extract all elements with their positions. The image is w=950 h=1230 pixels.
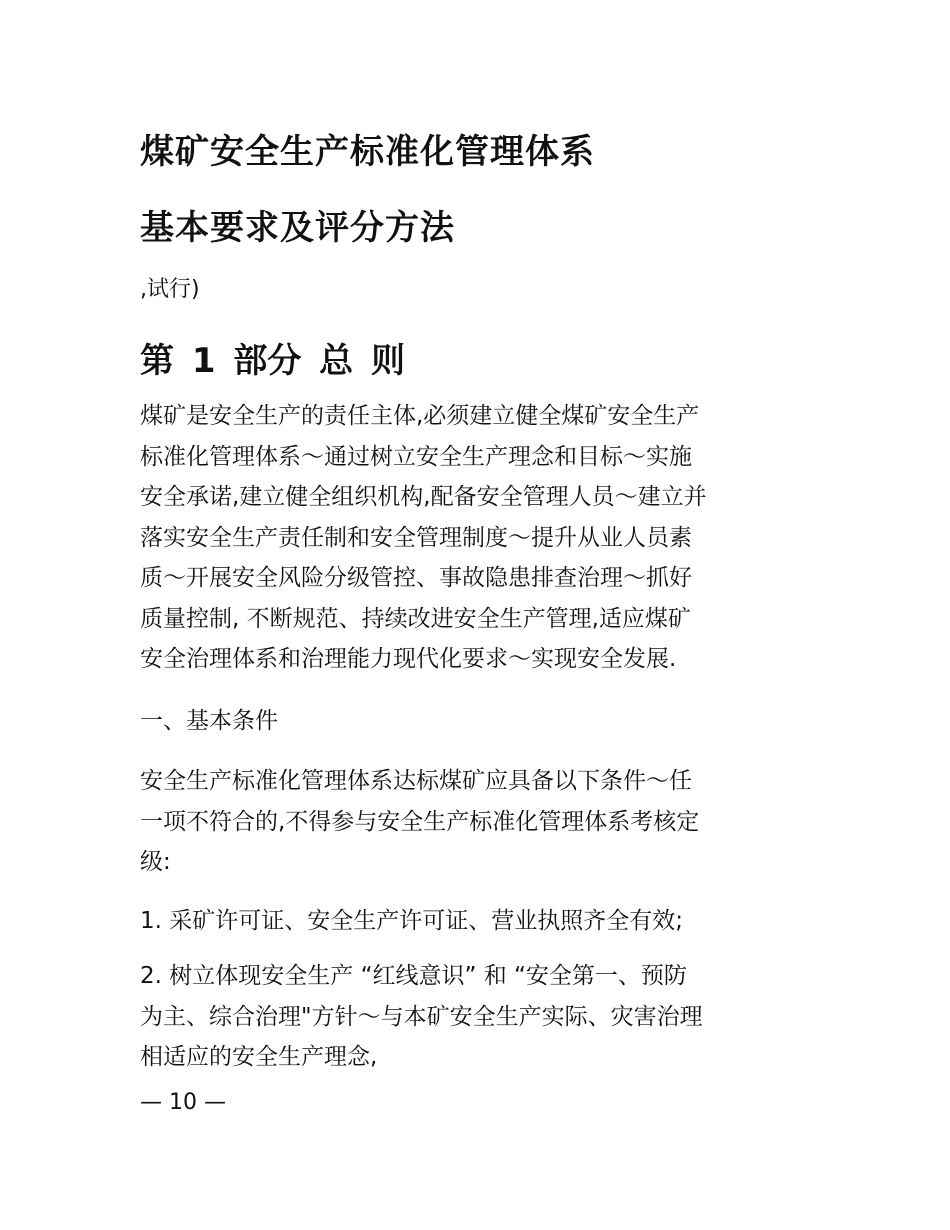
item2-line: 相适应的安全生产理念, (140, 1044, 378, 1070)
section-heading: 一、基本条件 (140, 708, 278, 734)
intro-line: 安全治理体系和治理能力现代化要求～实现安全发展. (140, 646, 677, 672)
item2-line: 2. 树立体现安全生产 “红线意识” 和 “安全第一、预防 (140, 963, 687, 989)
intro-paragraph (140, 396, 820, 680)
intro-line: 质量控制, 不断规范、持续改进安全生产管理,适应煤矿 (140, 605, 691, 632)
conditions-line: 安全生产标准化管理体系达标煤矿应具备以下条件～任 (140, 768, 692, 794)
intro-line: 落实安全生产责任制和安全管理制度～提升从业人员素 (140, 524, 692, 551)
conditions-line: 一项不符合的,不得参与安全生产标准化管理体系考核定 (140, 808, 700, 835)
intro-line: 安全承诺,建立健全组织机构,配备安全管理人员～建立并 (140, 484, 707, 510)
conditions-line: 级: (140, 849, 171, 875)
condition-item-1: 1. 采矿许可证、安全生产许可证、营业执照齐全有效; (140, 908, 684, 934)
trial-note: ,试行) (140, 277, 200, 302)
intro-line: 质～开展安全风险分级管控、事故隐患排查治理～抓好 (140, 565, 692, 591)
part-heading: 第 1 部分 总 则 (140, 341, 406, 381)
page-number: — 10 — (140, 1090, 226, 1115)
conditions-paragraph (140, 761, 820, 883)
condition-item-2 (140, 956, 820, 1078)
title-line-1: 煤矿安全生产标准化管理体系 (140, 132, 595, 172)
title-line-2: 基本要求及评分方法 (140, 208, 455, 248)
item2-line: 为主、综合治理"方针～与本矿安全生产实际、灾害治理 (140, 1003, 703, 1030)
intro-line: 煤矿是安全生产的责任主体,必须建立健全煤矿安全生产 (140, 403, 700, 429)
intro-line: 标准化管理体系～通过树立安全生产理念和目标～实施 (140, 443, 692, 470)
